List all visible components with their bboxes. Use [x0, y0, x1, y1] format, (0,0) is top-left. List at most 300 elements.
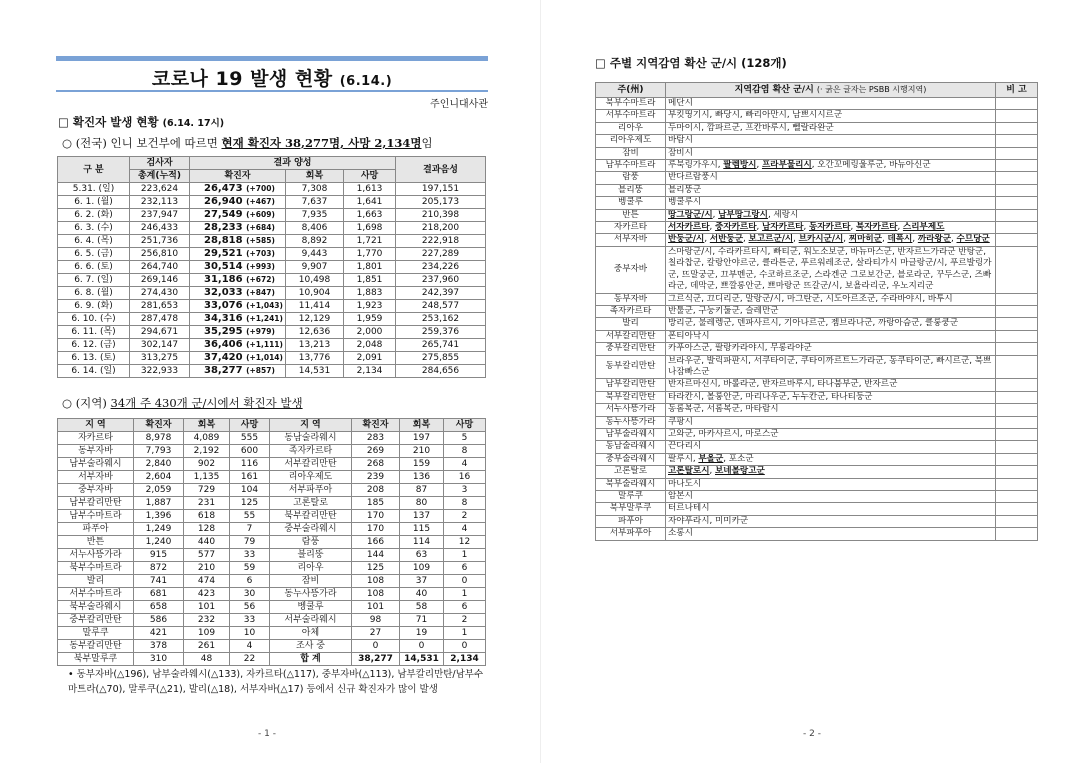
region-cell: 101: [352, 601, 400, 614]
region-cell: 555: [230, 432, 270, 445]
cell-confirmed: 26,940 (+467): [190, 196, 286, 209]
remark-cell: [996, 391, 1038, 403]
region-cell: 3: [444, 484, 486, 497]
region-cell: 8,978: [134, 432, 184, 445]
region-row: [58, 536, 486, 549]
region-cell: 210: [184, 562, 230, 575]
province-row: [596, 503, 1038, 515]
province-row: [596, 379, 1038, 391]
region-cell: 1,887: [134, 497, 184, 510]
region-cell: 108: [352, 575, 400, 588]
city-list: 카푸아스군, 팔랑카라야시, 무롱라야군: [666, 343, 996, 355]
page-title: 코로나 19 발생 현황 (6.14.): [151, 68, 393, 90]
province-name: 서누사뜽가라: [596, 404, 666, 416]
city-list: 동롬복군, 서롬복군, 마타람시: [666, 404, 996, 416]
cell-negative: 197,151: [396, 183, 486, 196]
province-row: [596, 172, 1038, 184]
region-cell: 161: [230, 471, 270, 484]
region-cell: 말루쿠: [58, 627, 134, 640]
province-row: [596, 135, 1038, 147]
province-name: 북부수마트라: [596, 98, 666, 110]
region-row: [58, 510, 486, 523]
region-row: [58, 601, 486, 614]
city-list: 쿠팡시: [666, 416, 996, 428]
province-name: 중부자바: [596, 246, 666, 293]
city-list: 서자카르타, 중자카르타, 남자카르타, 동자카르타, 북자카르타, 스리부제도: [666, 222, 996, 234]
cell-date: 6. 1. (월): [58, 196, 130, 209]
city-list: 반둥군/시, 서반둥군, 보고르군/시, 브카시군/시, 찌마히군, 데폭시, 까라왕군, 수므당군: [666, 234, 996, 246]
region-row: [58, 458, 486, 471]
province-row: [596, 355, 1038, 379]
province-name: 중부칼리만탄: [596, 343, 666, 355]
cell-deaths: 2,134: [344, 365, 396, 378]
city-list: 반자르마신시, 바롤라군, 반자르바루시, 타나붐부군, 반자르군: [666, 379, 996, 391]
province-name: 중부술라웨시: [596, 453, 666, 465]
region-cell: 반튼: [58, 536, 134, 549]
cell-tested: 264,740: [130, 261, 190, 274]
col-result-pos: 결과 양성: [190, 157, 396, 170]
cell-deaths: 1,923: [344, 300, 396, 313]
city-list: 메단시: [666, 98, 996, 110]
region-cell: 915: [134, 549, 184, 562]
province-row: [596, 491, 1038, 503]
daily-row: [58, 183, 486, 196]
cell-date: 6. 12. (금): [58, 339, 130, 352]
region-cell: 128: [184, 523, 230, 536]
col-recovered: 회복: [286, 170, 344, 183]
region-cell: 서부술라웨시: [270, 614, 352, 627]
city-list: 타라칸시, 볼룽안군, 마리나우군, 누누칸군, 타나티둥군: [666, 391, 996, 403]
region-col-header: 지 역: [58, 419, 134, 432]
region-cell: 55: [230, 510, 270, 523]
region-col-header: 확진자: [134, 419, 184, 432]
region-row: [58, 523, 486, 536]
province-row: [596, 404, 1038, 416]
region-cell: 101: [184, 601, 230, 614]
cell-recovered: 10,904: [286, 287, 344, 300]
region-col-header: 사망: [230, 419, 270, 432]
region-cell: 1: [444, 549, 486, 562]
cell-negative: 234,226: [396, 261, 486, 274]
province-name: 동누사뜽가라: [596, 416, 666, 428]
remark-cell: [996, 147, 1038, 159]
cell-date: 6. 13. (토): [58, 352, 130, 365]
region-cell: 115: [400, 523, 444, 536]
region-cell: 1,240: [134, 536, 184, 549]
region-cell: 658: [134, 601, 184, 614]
cell-recovered: 7,935: [286, 209, 344, 222]
cell-tested: 246,433: [130, 222, 190, 235]
region-cell: 872: [134, 562, 184, 575]
region-cell: 잠비: [270, 575, 352, 588]
remark-cell: [996, 98, 1038, 110]
city-list: 블리뚱군: [666, 184, 996, 196]
region-cell: 2: [444, 614, 486, 627]
region-row: [58, 497, 486, 510]
region-cell: 6: [230, 575, 270, 588]
province-name: 람풍: [596, 172, 666, 184]
region-row: [58, 588, 486, 601]
region-cell: 12: [444, 536, 486, 549]
province-row: [596, 416, 1038, 428]
cell-recovered: 7,637: [286, 196, 344, 209]
city-list: 잠비시: [666, 147, 996, 159]
cell-tested: 313,275: [130, 352, 190, 365]
region-cell: 729: [184, 484, 230, 497]
region-cell: 발리: [58, 575, 134, 588]
region-cell: 남부칼리만탄: [58, 497, 134, 510]
cell-confirmed: 31,186 (+672): [190, 274, 286, 287]
daily-row: [58, 326, 486, 339]
cell-confirmed: 38,277 (+857): [190, 365, 286, 378]
cell-confirmed: 26,473 (+700): [190, 183, 286, 196]
national-summary: ○ (전국) 인니 보건부에 따르면 현재 확진자 38,277명, 사망 2,134명임: [62, 136, 433, 150]
region-cell: 0: [444, 575, 486, 588]
region-cell: 남부수마트라: [58, 510, 134, 523]
region-cell: 2,840: [134, 458, 184, 471]
province-row: [596, 528, 1038, 540]
region-cell: 232: [184, 614, 230, 627]
remark-cell: [996, 122, 1038, 134]
page-number: - 1 -: [258, 729, 276, 739]
city-list: 폰티아낙시: [666, 330, 996, 342]
region-cell: 16: [444, 471, 486, 484]
province-name: 서부수마트라: [596, 110, 666, 122]
region-cell: 474: [184, 575, 230, 588]
region-cell: 14,531: [400, 653, 444, 666]
region-cell: 239: [352, 471, 400, 484]
region-row: [58, 471, 486, 484]
province-name: 남부수마트라: [596, 160, 666, 172]
cell-recovered: 10,498: [286, 274, 344, 287]
local-spread-table: [595, 82, 1038, 541]
cell-deaths: 1,641: [344, 196, 396, 209]
region-cell: 자카르타: [58, 432, 134, 445]
remark-cell: [996, 172, 1038, 184]
cell-negative: 265,741: [396, 339, 486, 352]
remark-cell: [996, 491, 1038, 503]
region-cell: 577: [184, 549, 230, 562]
region-cell: 4,089: [184, 432, 230, 445]
region-row: [58, 640, 486, 653]
remark-cell: [996, 197, 1038, 209]
province-name: 동남술라웨시: [596, 441, 666, 453]
new-cases-note: • 동부자바(△196), 남부술라웨시(△133), 자카르타(△117), 중부자바(△113), 남부칼리만탄/남부수마트라(△70), 말루쿠(△21), 발리(△18), 서부자바(△17) 등에서 신규 확진자가 많이 발생: [68, 669, 484, 695]
cell-date: 6. 3. (수): [58, 222, 130, 235]
region-cell: 421: [134, 627, 184, 640]
region-row: [58, 562, 486, 575]
region-row: [58, 627, 486, 640]
province-row: [596, 197, 1038, 209]
remark-cell: [996, 355, 1038, 379]
region-cell: 136: [400, 471, 444, 484]
cell-deaths: 1,613: [344, 183, 396, 196]
daily-row: [58, 248, 486, 261]
province-row: [596, 246, 1038, 293]
province-row: [596, 209, 1038, 221]
remark-cell: [996, 453, 1038, 465]
region-cell: 109: [400, 562, 444, 575]
cell-recovered: 11,414: [286, 300, 344, 313]
region-cell: 38,277: [352, 653, 400, 666]
cell-negative: 253,162: [396, 313, 486, 326]
remark-cell: [996, 404, 1038, 416]
region-cell: 108: [352, 588, 400, 601]
region-cell: 40: [400, 588, 444, 601]
region-cell: 람풍: [270, 536, 352, 549]
province-row: [596, 234, 1038, 246]
region-cell: 4: [444, 523, 486, 536]
region-row: [58, 432, 486, 445]
city-list: 벵쿨루시: [666, 197, 996, 209]
province-row: [596, 330, 1038, 342]
remark-cell: [996, 234, 1038, 246]
province-name: 동부자바: [596, 293, 666, 305]
org-name: 주인니대사관: [430, 99, 488, 110]
cell-date: 6. 5. (금): [58, 248, 130, 261]
region-cell: 1: [444, 627, 486, 640]
region-cell: 423: [184, 588, 230, 601]
daily-row: [58, 352, 486, 365]
remark-cell: [996, 428, 1038, 440]
region-cell: 0: [444, 640, 486, 653]
city-list: 소롱시: [666, 528, 996, 540]
province-name: 남부칼리만탄: [596, 379, 666, 391]
cell-negative: 237,960: [396, 274, 486, 287]
region-cell: 902: [184, 458, 230, 471]
region-cell: 208: [352, 484, 400, 497]
regional-summary: ○ (지역) 34개 주 430개 군/시에서 확진자 발생: [62, 396, 303, 410]
remark-cell: [996, 305, 1038, 317]
region-cell: 아체: [270, 627, 352, 640]
region-cell: 1: [444, 588, 486, 601]
cell-recovered: 12,636: [286, 326, 344, 339]
region-cell: 8: [444, 445, 486, 458]
cell-tested: 274,430: [130, 287, 190, 300]
region-cell: 4: [444, 458, 486, 471]
province-row: [596, 122, 1038, 134]
section-confirmed: □ 확진자 발생 현황 (6.14. 17시): [58, 115, 225, 129]
remark-cell: [996, 184, 1038, 196]
cell-deaths: 1,801: [344, 261, 396, 274]
cell-tested: 237,947: [130, 209, 190, 222]
region-cell: 378: [134, 640, 184, 653]
cell-confirmed: 28,233 (+684): [190, 222, 286, 235]
col-remark: 비 고: [996, 83, 1038, 98]
region-cell: 8: [444, 497, 486, 510]
cell-confirmed: 32,033 (+847): [190, 287, 286, 300]
region-cell: 170: [352, 510, 400, 523]
province-name: 동부칼리만탄: [596, 355, 666, 379]
cell-confirmed: 28,818 (+585): [190, 235, 286, 248]
region-cell: 210: [400, 445, 444, 458]
city-list: 그르식군, 끄디리군, 말랑군/시, 마그탄군, 시도아르조군, 수라바야시, 바투시: [666, 293, 996, 305]
region-cell: 33: [230, 614, 270, 627]
region-cell: 98: [352, 614, 400, 627]
region-cell: 137: [400, 510, 444, 523]
region-cell: 북부칼리만탄: [270, 510, 352, 523]
col-tested: 검사자: [130, 157, 190, 170]
remark-cell: [996, 110, 1038, 122]
cell-tested: 232,113: [130, 196, 190, 209]
region-cell: 269: [352, 445, 400, 458]
cell-date: 6. 8. (월): [58, 287, 130, 300]
cell-recovered: 8,892: [286, 235, 344, 248]
city-list: 스마랑군/시, 수라카르타시, 빠티군, 워노소보군, 바뉴마스군, 반자르느가라군 반탕군, 칠라찹군, 칼랑안야르군, 클라튼군, 푸르워레조군, 살라티가시 마글랑군/시, 푸르발링가군, 뜨말궁군, 끄부멘군, 수코하르조군, 스라겐군 그로보간군, 블로라군, 꾸두스군, 즈빠라군, 데막군, 쁘깔롱안군, 쁘마랑군 뜨갈군/시, 보욜라리군, 우노지리군: [666, 246, 996, 293]
province-row: [596, 391, 1038, 403]
daily-row: [58, 287, 486, 300]
city-list: 부킷띵기시, 빠당시, 빠리아만시, 남쁘시시르군: [666, 110, 996, 122]
province-name: 남부술라웨시: [596, 428, 666, 440]
province-row: [596, 147, 1038, 159]
city-list: 터르나테시: [666, 503, 996, 515]
cell-negative: 284,656: [396, 365, 486, 378]
region-cell: 중부자바: [58, 484, 134, 497]
remark-cell: [996, 379, 1038, 391]
col-gubun: 구 분: [58, 157, 130, 183]
region-cell: 125: [230, 497, 270, 510]
city-list: 마나도시: [666, 478, 996, 490]
cell-negative: 242,397: [396, 287, 486, 300]
cell-recovered: 8,406: [286, 222, 344, 235]
title-top-rule: [56, 56, 488, 61]
cell-tested: 251,736: [130, 235, 190, 248]
region-cell: 서부수마트라: [58, 588, 134, 601]
daily-row: [58, 222, 486, 235]
city-list: 루북링가우시, 팔렘방시, 프라부물리시, 오간꼬메링울루군, 바뉴아신군: [666, 160, 996, 172]
region-cell: 681: [134, 588, 184, 601]
page-number: - 2 -: [803, 729, 821, 739]
region-cell: 159: [400, 458, 444, 471]
region-cell: 2,604: [134, 471, 184, 484]
province-row: [596, 515, 1038, 527]
province-name: 서부자바: [596, 234, 666, 246]
region-cell: 1,249: [134, 523, 184, 536]
daily-row: [58, 235, 486, 248]
region-cell: 4: [230, 640, 270, 653]
region-row: [58, 484, 486, 497]
cell-date: 6. 9. (화): [58, 300, 130, 313]
cell-deaths: 2,000: [344, 326, 396, 339]
region-cell: 2,059: [134, 484, 184, 497]
cell-deaths: 1,721: [344, 235, 396, 248]
region-cell: 618: [184, 510, 230, 523]
daily-row: [58, 274, 486, 287]
province-row: [596, 478, 1038, 490]
region-cell: 104: [230, 484, 270, 497]
region-cell: 197: [400, 432, 444, 445]
region-cell: 북부술라웨시: [58, 601, 134, 614]
region-cell: 서누사뜽가라: [58, 549, 134, 562]
region-row: [58, 575, 486, 588]
cell-negative: 210,398: [396, 209, 486, 222]
region-row: [58, 653, 486, 666]
province-name: 리아우: [596, 122, 666, 134]
cell-tested: 294,671: [130, 326, 190, 339]
region-col-header: 확진자: [352, 419, 400, 432]
region-cell: 파푸아: [58, 523, 134, 536]
region-row: [58, 445, 486, 458]
remark-cell: [996, 209, 1038, 221]
province-name: 서부파푸아: [596, 528, 666, 540]
region-cell: 22: [230, 653, 270, 666]
remark-cell: [996, 515, 1038, 527]
region-cell: 741: [134, 575, 184, 588]
province-name: 블리뚱: [596, 184, 666, 196]
cell-tested: 269,146: [130, 274, 190, 287]
daily-row: [58, 261, 486, 274]
region-cell: 116: [230, 458, 270, 471]
page-2: [540, 0, 1080, 763]
cell-recovered: 13,776: [286, 352, 344, 365]
region-cell: 6: [444, 601, 486, 614]
region-col-header: 지 역: [270, 419, 352, 432]
region-cell: 합 계: [270, 653, 352, 666]
cell-tested: 223,624: [130, 183, 190, 196]
cell-date: 5.31. (일): [58, 183, 130, 196]
region-cell: 북부수마트라: [58, 562, 134, 575]
cell-recovered: 9,443: [286, 248, 344, 261]
cell-recovered: 9,907: [286, 261, 344, 274]
cell-negative: 259,376: [396, 326, 486, 339]
province-row: [596, 160, 1038, 172]
region-cell: 블리뚱: [270, 549, 352, 562]
region-col-header: 회복: [400, 419, 444, 432]
remark-cell: [996, 293, 1038, 305]
region-cell: 231: [184, 497, 230, 510]
region-cell: 0: [400, 640, 444, 653]
daily-table: [57, 156, 486, 378]
cell-deaths: 2,048: [344, 339, 396, 352]
city-list: 땅그랑군/시, 남부땅그랑시, 세랑시: [666, 209, 996, 221]
region-cell: 남부술라웨시: [58, 458, 134, 471]
region-cell: 6: [444, 562, 486, 575]
remark-cell: [996, 246, 1038, 293]
region-cell: 조사 중: [270, 640, 352, 653]
province-name: 발리: [596, 318, 666, 330]
region-row: [58, 549, 486, 562]
region-cell: 0: [352, 640, 400, 653]
cell-deaths: 2,091: [344, 352, 396, 365]
province-row: [596, 110, 1038, 122]
daily-row: [58, 300, 486, 313]
province-name: 말루쿠: [596, 491, 666, 503]
cell-confirmed: 29,521 (+703): [190, 248, 286, 261]
remark-cell: [996, 416, 1038, 428]
cell-date: 6. 10. (수): [58, 313, 130, 326]
province-row: [596, 428, 1038, 440]
cell-recovered: 7,308: [286, 183, 344, 196]
province-name: 족자카르타: [596, 305, 666, 317]
cell-confirmed: 33,076 (+1,043): [190, 300, 286, 313]
remark-cell: [996, 528, 1038, 540]
region-cell: 125: [352, 562, 400, 575]
region-cell: 중부칼리만탄: [58, 614, 134, 627]
cell-negative: 218,200: [396, 222, 486, 235]
province-name: 고론탈로: [596, 466, 666, 478]
cell-recovered: 12,129: [286, 313, 344, 326]
cell-confirmed: 30,514 (+993): [190, 261, 286, 274]
region-cell: 서부자바: [58, 471, 134, 484]
region-cell: 59: [230, 562, 270, 575]
city-list: 고론탈로시, 보네볼랑고군: [666, 466, 996, 478]
province-name: 벵쿨루: [596, 197, 666, 209]
region-cell: 144: [352, 549, 400, 562]
region-cell: 중부술라웨시: [270, 523, 352, 536]
region-cell: 87: [400, 484, 444, 497]
city-list: 바탐시: [666, 135, 996, 147]
city-list: 반툴군, 구눙키둘군, 슬레만군: [666, 305, 996, 317]
